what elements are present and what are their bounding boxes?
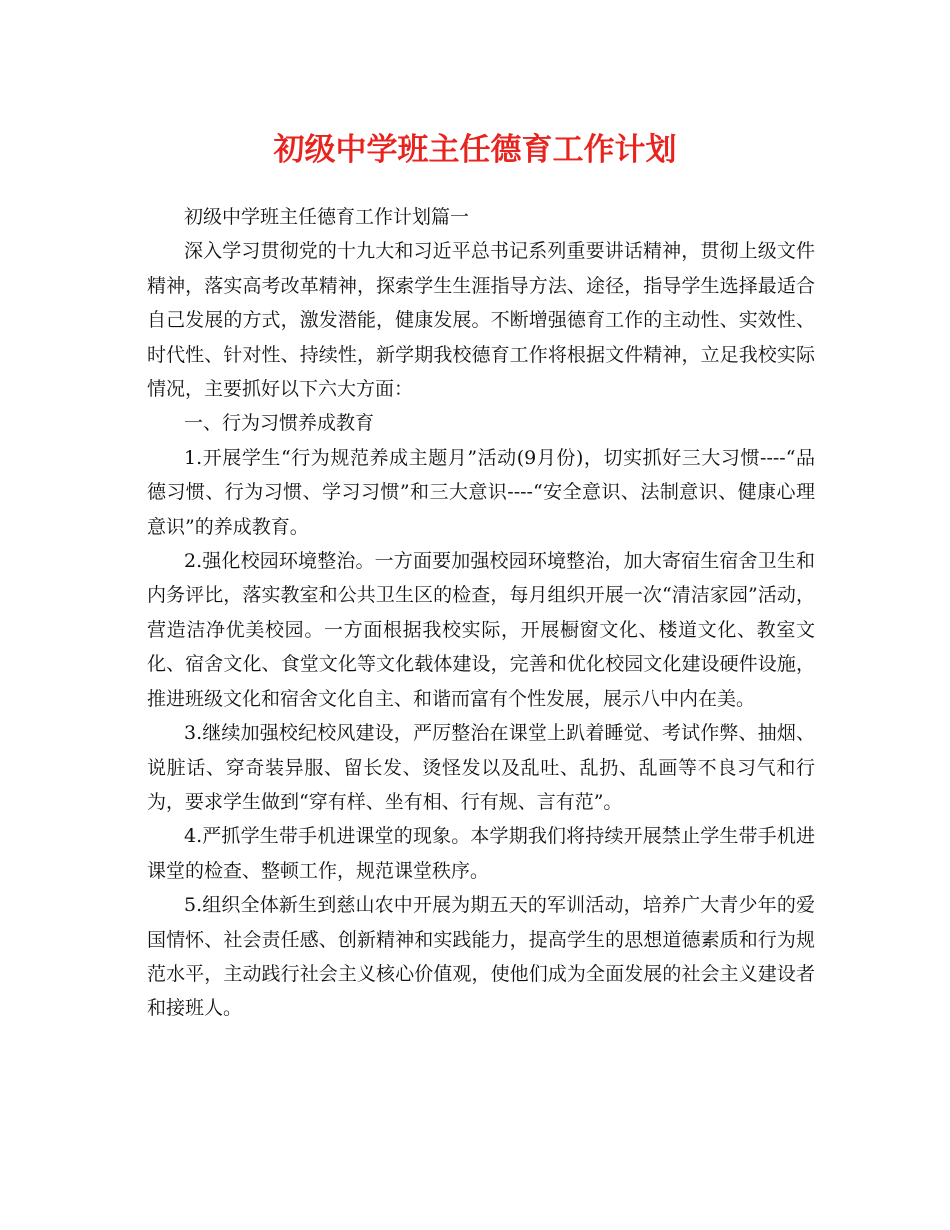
list-item-2: 2.强化校园环境整治。一方面要加强校园环境整治，加大寄宿生宿舍卫生和内务评比，落实教室和公共卫生区的检查，每月组织开展一次“清洁家园”活动，营造洁净优美校园。一方面根据我校实际，开展橱窗文化、楼道文化、教室文化、宿舍文化、食堂文化等文化载体建设，完善和优化校园文化建设硬件设施，推进班级文化和宿舍文化自主、和谐而富有个性发展，展示八中内在美。 (147, 550, 815, 710)
document-body (147, 200, 815, 1026)
subsection-heading: 一、行为习惯养成教育 (184, 412, 375, 435)
document-title: 初级中学班主任德育工作计划 (273, 132, 677, 168)
list-item-4: 4.严抓学生带手机进课堂的现象。本学期我们将持续开展禁止学生带手机进课堂的检查、整顿工作，规范课堂秩序。 (147, 825, 815, 882)
list-item-1: 1.开展学生“行为规范养成主题月”活动(9月份)，切实抓好三大习惯----“品德习惯、行为习惯、学习习惯”和三大意识----“安全意识、法制意识、健康心理意识”的养成教育。 (147, 446, 815, 538)
section-heading: 初级中学班主任德育工作计划篇一 (184, 206, 470, 228)
list-item-5: 5.组织全体新生到慈山农中开展为期五天的军训活动，培养广大青少年的爱国情怀、社会责任感、创新精神和实践能力，提高学生的思想道德素质和行为规范水平，主动践行社会主义核心价值观，使他们成为全面发展的社会主义建设者和接班人。 (147, 894, 815, 1020)
list-item-3: 3.继续加强校纪校风建设，严厉整治在课堂上趴着睡觉、考试作弊、抽烟、说脏话、穿奇装异服、留长发、烫怪发以及乱吐、乱扔、乱画等不良习气和行为，要求学生做到“穿有样、坐有相、行有规、言有范”。 (147, 722, 815, 813)
intro-paragraph: 深入学习贯彻党的十九大和习近平总书记系列重要讲话精神，贯彻上级文件精神，落实高考改革精神，探索学生生涯指导方法、途径，指导学生选择最适合自己发展的方式，激发潜能，健康发展。不断增强德育工作的主动性、实效性、时代性、针对性、持续性，新学期我校德育工作将根据文件精神，立足我校实际情况，主要抓好以下六大方面： (147, 240, 815, 401)
